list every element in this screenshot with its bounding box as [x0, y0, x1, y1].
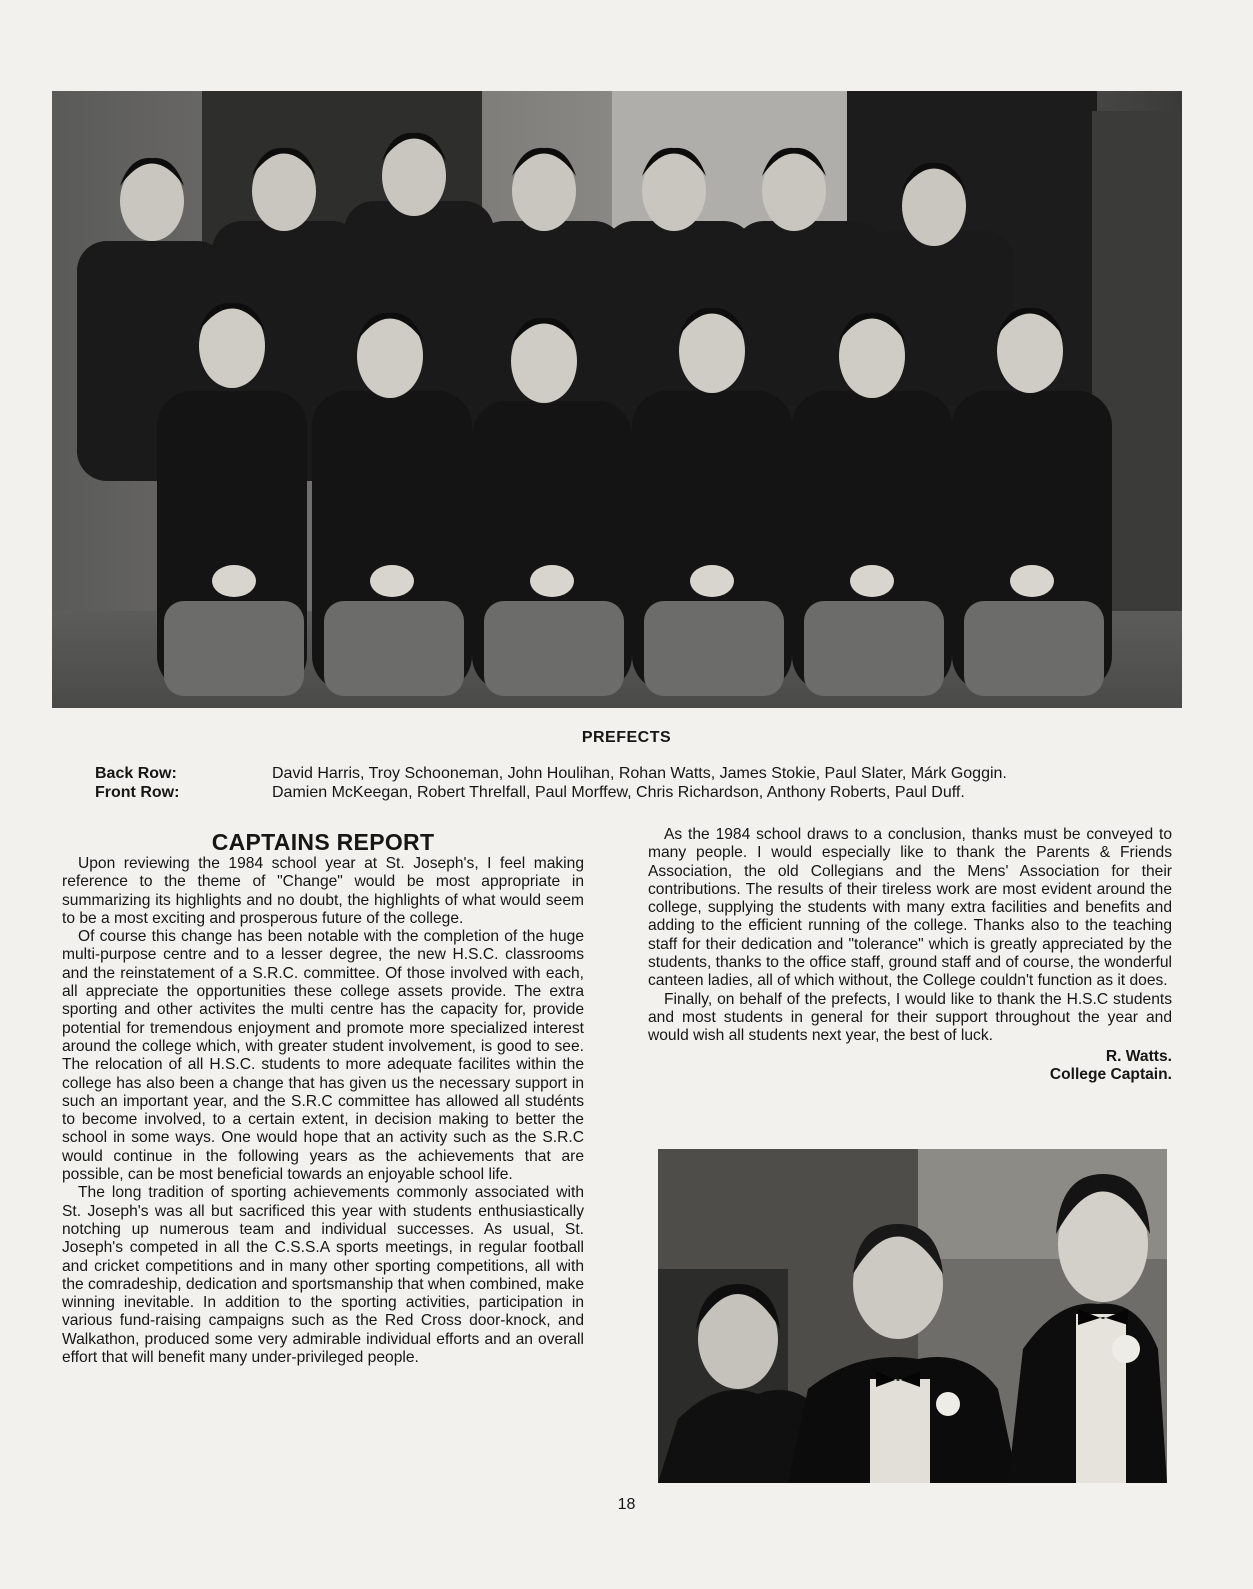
- signature-title: College Captain.: [1049, 1066, 1172, 1084]
- report-right-column: [648, 826, 1172, 1085]
- prefects-group-photo: [52, 91, 1182, 708]
- front-row: [95, 783, 1007, 802]
- report-paragraph: Upon reviewing the 1984 school year at St. Joseph's, I feel making reference to the theme of "Change" would be most appropriate in summarizing its highlights and no doubt, the highlights of what would seem to be a most exciting and prosperous future of the college.: [62, 855, 584, 927]
- back-row: [95, 764, 1007, 783]
- report-paragraph: Finally, on behalf of the prefects, I would like to thank the H.S.C students and most students in general for their support throughout the year and would wish all students next year, the best of luck.: [648, 990, 1172, 1045]
- back-row-label: Back Row:: [95, 765, 177, 782]
- report-paragraph: Of course this change has been notable with the completion of the huge multi-purpose centre and to a lesser degree, the new H.S.C. classrooms and the reinstatement of a S.R.C. committee. Of those involved with each, all appreciate the opportunities these college assets provide. The extra sporting and other activites the multi centre has the capacity for, provide potential for tremendous enjoyment and promote more specialized interest around the college which, with greater student involvement, is good to see. The relocation of all H.S.C. students to more adequate facilites within the college has also been a change that has given us the necessary support in such an important year, and the S.R.C committee has allowed all studénts to become involved, to a certain extent, in decision making to better the school in some ways. One would hope that an activity such as the S.R.C would continue in the following years as the achievements that are possible, can be most beneficial towards an enjoyable school life.: [62, 928, 584, 1184]
- front-row-names: Damien McKeegan, Robert Threlfall, Paul Morffew, Chris Richardson, Anthony Roberts, Paul Duff.: [272, 784, 965, 801]
- signature-name: R. Watts.: [1105, 1047, 1172, 1065]
- photo-caption-title: PREFECTS: [581, 729, 672, 746]
- report-title: CAPTAINS REPORT: [211, 829, 435, 855]
- formal-dinner-photo: [658, 1149, 1167, 1483]
- report-paragraph: The long tradition of sporting achievements commonly associated with St. Joseph's was all but sacrificed this year with students enthusiastically notching up numerous team and individual successes. As usual, St. Joseph's competed in all the C.S.S.A sports meetings, in regular football and cricket competitions and in many other sporting competitions, all with the comradeship, dedication and sportsmanship that when combined, make winning inevitable. In addition to the sporting activities, participation in various fund-raising campaigns such as the Red Cross door-knock, and Walkathon, produced some very admirable individual efforts and an overall effort that will benefit many under-privileged people.: [62, 1184, 584, 1367]
- report-left-column: [62, 830, 584, 1367]
- front-row-label: Front Row:: [95, 784, 180, 801]
- back-row-names: David Harris, Troy Schooneman, John Houlihan, Rohan Watts, James Stokie, Paul Slater, Márk Goggin.: [272, 765, 1007, 782]
- prefects-roster: [95, 764, 1007, 802]
- page-number: 18: [617, 1496, 636, 1513]
- signature: [648, 1048, 1172, 1085]
- report-paragraph: As the 1984 school draws to a conclusion, thanks must be conveyed to many people. I would especially like to thank the Parents & Friends Association, the old Collegians and the Mens' Association for their contributions. The results of their tireless work are most evident around the college, supplying the students with many extra facilities and benefits and adding to the efficient running of the college. Thanks also to the teaching staff for their dedication and "tolerance" which is greatly appreciated by the students, thanks to the office staff, ground staff and of course, the wonderful canteen ladies, all of which without, the College couldn't function as it does.: [648, 826, 1172, 990]
